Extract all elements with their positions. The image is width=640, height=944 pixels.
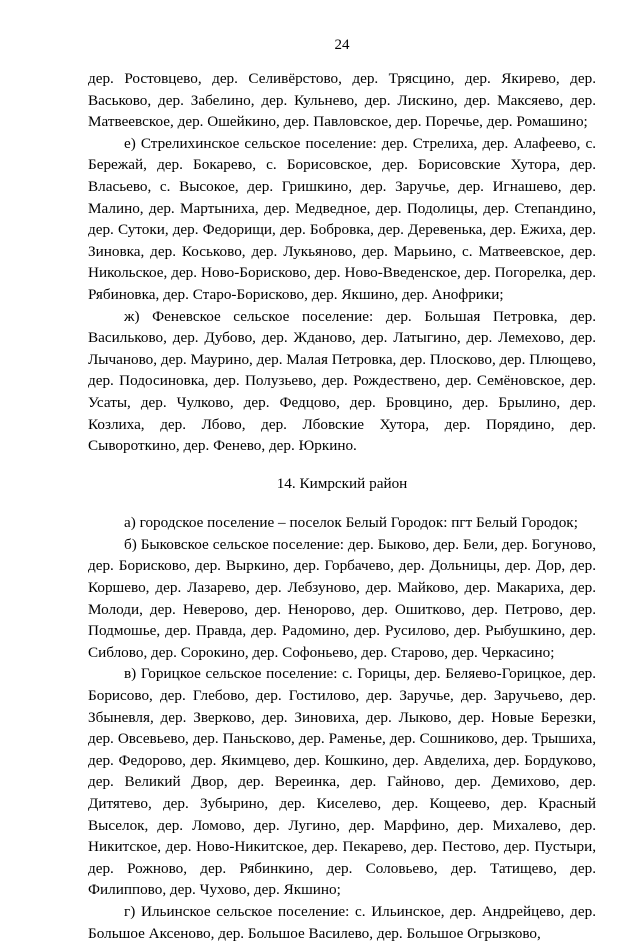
paragraph-strelikhinskoe: е) Стрелихинское сельское поселение: дер. Стрелиха, дер. Алафеево, с. Бережай, дер. Бокарево, с. Борисовское, дер. Борисовские Хутора, дер. Власьево, с. Высокое, дер. Гришкино, дер. Заручье, дер. Игнашево, дер. Малино, дер. Мартыниха, дер. Медведное, дер. Подолицы, дер. Степандино, дер. Сутоки, дер. Федорищи, дер. Бобровка, дер. Деревенька, дер. Ежиха, дер. Зиновка, дер. Коськово, дер. Лукьяново, дер. Марьино, с. Матвеевское, дер. Никольское, дер. Ново-Борисково, дер. Ново-Введенское, дер. Погорелка, дер. Рябиновка, дер. Старо-Борисково, дер. Якшино, дер. Анофрики; <box>88 134 596 303</box>
paragraph-belyy-gorodok: а) городское поселение – поселок Белый Городок: пгт Белый Городок; <box>124 514 578 532</box>
paragraph-goritskoe: в) Горицкое сельское поселение: с. Горицы, дер. Беляево-Горицкое, дер. Борисово, дер. Глебово, дер. Гостилово, дер. Заручье, дер. Заручьево, дер. Збыневля, дер. Зверково, дер. Зиновиха, дер. Лыково, дер. Новые Березки, дер. Овсевьево, дер. Паньсково, дер. Раменье, дер. Сошниково, дер. Трышиха, дер. Федорово, дер. Якимцево, дер. Кошкино, дер. Авделиха, дер. Бордуково, дер. Великий Двор, дер. Вереинка, дер. Гайново, дер. Демихово, дер. Дитятево, дер. Зубырино, дер. Киселево, дер. Кощеево, дер. Красный Выселок, дер. Ломово, дер. Лугино, дер. Марфино, дер. Михалево, дер. Никитское, дер. Ново-Никитское, дер. Пекарево, дер. Пестово, дер. Пустыри, дер. Рожново, дер. Рябинкино, дер. Соловьево, дер. Татищево, дер. Филиппово, дер. Чухово, дер. Якшино; <box>88 665 596 899</box>
paragraph-bykovskoe: б) Быковское сельское поселение: дер. Быково, дер. Бели, дер. Богуново, дер. Борисково, дер. Выркино, дер. Горбачево, дер. Дольницы, дер. Дор, дер. Коршево, дер. Лазарево, дер. Лебзуново, дер. Майково, дер. Макариха, дер. Молоди, дер. Неверово, дер. Ненорово, дер. Ошитково, дер. Петрово, дер. Подмошье, дер. Правда, дер. Радомино, дер. Русилово, дер. Рыбушкино, дер. Сиблово, дер. Сорокино, дер. Софоньево, дер. Старово, дер. Черкасино; <box>88 535 596 661</box>
paragraph-continuation: дер. Ростовцево, дер. Селивёрстово, дер. Трясцино, дер. Якирево, дер. Васьково, дер. Забелино, дер. Кульнево, дер. Лискино, дер. Максяево, дер. Матвеевское, дер. Ошейкино, дер. Павловское, дер. Поречье, дер. Ромашино; <box>88 70 596 131</box>
page-number: 24 <box>334 37 350 53</box>
section-heading: 14. Кимрский район <box>276 474 408 492</box>
paragraph-ilinskoe: г) Ильинское сельское поселение: с. Ильинское, дер. Андрейцево, дер. Большое Аксеново, дер. Большое Василево, дер. Большое Огрызково, <box>88 902 596 942</box>
paragraph-fenevskoe: ж) Феневское сельское поселение: дер. Большая Петровка, дер. Васильково, дер. Дубово, дер. Жданово, дер. Латыгино, дер. Лемехово, дер. Лычаново, дер. Маурино, дер. Малая Петровка, дер. Плосково, дер. Плющево, дер. Подосиновка, дер. Полузьево, дер. Рождествено, дер. Семёновское, дер. Усаты, дер. Чулково, дер. Федцово, дер. Бровцино, дер. Брылино, дер. Козлиха, дер. Лбово, дер. Лбовские Хутора, дер. Порядино, дер. Сывороткино, дер. Фенево, дер. Юркино. <box>88 307 596 455</box>
